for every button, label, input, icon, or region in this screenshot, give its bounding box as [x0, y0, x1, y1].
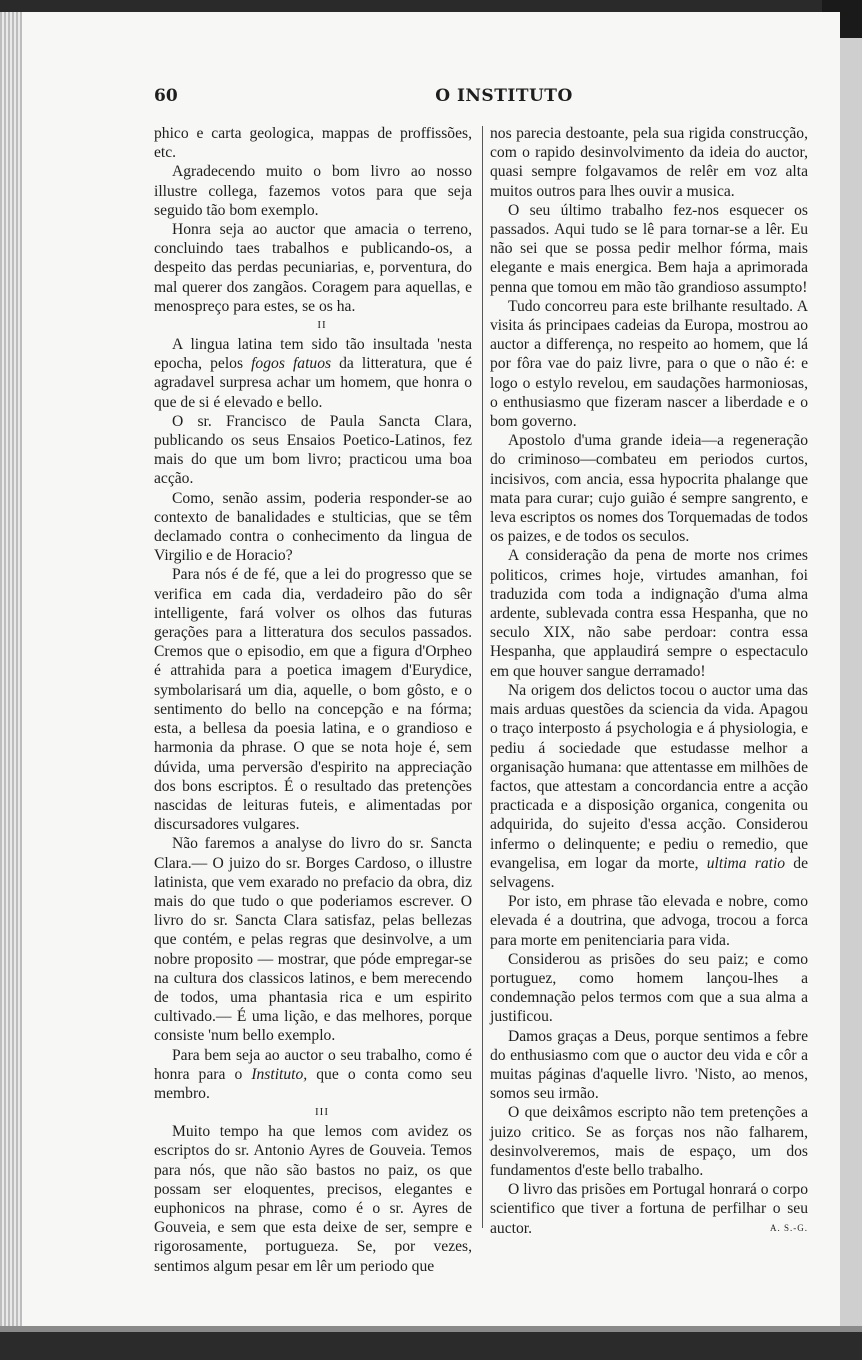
paragraph: Para nós é de fé, que a lei do progresso que se verifica em cada dia, verdadeiro pão do sêr intelligente, fará volver os olhos das futuras gerações para a litteratura dos seculos passados. Cremos que o episodio, em que a figura d'Orpheo é attrahida para a poetica imagem d'Eurydice, symbolarisará um dia, aquelle, o bom gôsto, e o sentimento do bello na concepção e na fórma; esta, a bellesa da poesia latina, e o grandioso e harmonia da phrase. O que se nota hoje é, sem dúvida, uma perversão d'espirito na appreciação dos bons escriptos. É o resultado das pretenções nascidas de leituras futeis, e alimentadas por discursadores vulgares. [154, 566, 472, 834]
author-signature: A. S.-G. [769, 1222, 808, 1233]
paragraph: Apostolo d'uma grande ideia—a regeneração do criminoso—combateu em periodos curtos, incisivos, com ancia, essa hypocrita phalange que mata para curar; cujo guião é sempre sangrento, e leva escriptos os nomes dos Torquemadas de todos os paizes, e de todos os seculos. [490, 432, 808, 546]
paragraph: phico e carta geologica, mappas de proffissões, etc. [154, 125, 472, 162]
paragraph: A consideração da pena de morte nos crimes politicos, crimes hoje, virtudes amanhan, foi traduzida com toda a indignação d'uma alma ardente, sublevada contra essa Hespanha, que no seculo XIX, não sabe perdoar: contra essa Hespanha, que applaudirá sempre o espectaculo em que houver sangue derramado! [490, 547, 808, 680]
paragraph: O sr. Francisco de Paula Sancta Clara, publicando os seus Ensaios Poetico-Latinos, fez mais do que um bom livro; practicou uma boa acção. [154, 412, 472, 488]
paragraph: Muito tempo ha que lemos com avidez os escriptos do sr. Antonio Ayres de Gouveia. Temos para nós, que não são bastos no paiz, os que possam ser eloquentes, precisos, elegantes e euphonicos na phrase, como é o sr. Ayres de Gouveia, e sem que esta deixe de ser, sempre e rigorosamente, portugueza. Se, por vezes, sentimos algum pesar em lêr um periodo que [154, 1123, 472, 1275]
paragraph: A lingua latina tem sido tão insultada 'nesta epocha, pelos fogos fatuos da litteratura, que é agradavel surpresa achar um homem, que honra o que de si é elevado e bello. [154, 336, 472, 411]
column-divider [482, 126, 483, 1228]
scan-right-margin [840, 38, 862, 1334]
paragraph: O seu último trabalho fez-nos esquecer os passados. Aqui tudo se lê para tornar-se a lêr. Eu não sei que se possa pedir melhor fórma, mais elegante e mais energica. Bem haja a aprimorada penna que tomou em mão tão grandioso assumpto! [490, 201, 808, 296]
italic-phrase: ultima ratio [706, 854, 786, 872]
paragraph: Tudo concorreu para este brilhante resultado. A visita ás principaes cadeias da Europa, mostrou ao auctor a differença, no respeito ao homem, que lá por fôra vae do paiz livre, para o que o não é: e logo o estylo revelou, em saudações harmoniosas, o enthusiasmo que fizeram nascer a liberdade e o bom governo. [490, 297, 808, 431]
book-spine-edge [0, 12, 22, 1334]
paragraph: Na origem dos delictos tocou o auctor uma das mais arduas questões da sciencia da vida. Apagou o traço interposto á psychologia e á physiologia, e pediu á sociedade que estudasse melhor a organisação humana: que attentasse em milhões de factos, que attestam a concordancia entre a acção practicada e a disposição organica, congenita ou adquirida, do sujeito d'essa acção. Considerou infermo o delinquente; e pediu o remedio, que evangelisa, em logar da morte, ultima ratio de selvagens. [490, 681, 809, 891]
section-numeral-iii: III [315, 1106, 329, 1119]
page-number: 60 [154, 86, 178, 106]
section-numeral-ii: II [317, 319, 327, 332]
italic-phrase: fogos fatuos [251, 355, 332, 373]
paragraph: Para bem seja ao auctor o seu trabalho, como é honra para o Instituto, que o conta como seu membro. [154, 1046, 472, 1102]
paragraph: nos parecia destoante, pela sua rigida construcção, com o rapido desinvolvimento da ideia do auctor, quasi sempre folgavamos de relêr em voz alta muitos outros para lhes ouvir a musica. [490, 125, 808, 200]
page-header [154, 86, 814, 110]
paragraph: Damos graças a Deus, porque sentimos a febre do enthusiasmo com que o auctor deu vida e côr a muitas páginas d'aquelle livro. 'Nisto, ao menos, somos seu irmão. [490, 1027, 808, 1103]
italic-phrase: Instituto, [251, 1065, 308, 1083]
scan-bottom-border [0, 1332, 862, 1360]
paragraph: O livro das prisões em Portugal honrará o corpo scientifico que tiver a fortuna de perfilhar o seu auctor. [490, 1181, 808, 1237]
paragraph: Agradecendo muito o bom livro ao nosso illustre collega, fazemos votos para que seja seguido tão bom exemplo. [154, 163, 472, 219]
paragraph: Por isto, em phrase tão elevada e nobre, como elevada é a doutrina, que advoga, trocou a forca para morte em penitenciaria para vida. [490, 893, 808, 949]
right-column [490, 124, 808, 1238]
left-column [154, 124, 472, 1276]
paragraph: Honra seja ao auctor que amacia o terreno, concluindo taes trabalhos e publicando-os, a despeito das perdas pecuniarias, e, porventura, do mal querer dos zangãos. Coragem para aquellas, e menospreço para estes, se os ha. [154, 221, 472, 315]
paragraph: O que deixâmos escripto não tem pretenções a juizo critico. Se as forças nos não falharem, desinvolveremos, mais de espaço, um dos fundamentos d'este bello trabalho. [490, 1104, 808, 1179]
paragraph: Não faremos a analyse do livro do sr. Sancta Clara.— O juizo do sr. Borges Cardoso, o illustre latinista, que vem exarado no prefacio da obra, diz mais do que tudo o que poderiamos escrever. O livro do sr. Sancta Clara satisfaz, pelas bellezas que contém, e pelas regras que desinvolve, a um nobre proposito — mostrar, que póde empregar-se na cultura dos classicos latinos, e bem merecendo de todos, uma phantasia rica e um espirito cultivado.— É uma lição, e das melhores, porque consiste 'num bello exemplo. [154, 835, 472, 1045]
running-title: O INSTITUTO [435, 86, 573, 106]
paragraph: Como, senão assim, poderia responder-se ao contexto de banalidades e stulticias, que se têm declamado contra o conhecimento da lingua de Virgilio e de Horacio? [154, 489, 472, 565]
paragraph: Considerou as prisões do seu paiz; e como portuguez, como homem lançou-lhes a condemnação pelos termos com que a sua alma a justificou. [490, 950, 808, 1026]
